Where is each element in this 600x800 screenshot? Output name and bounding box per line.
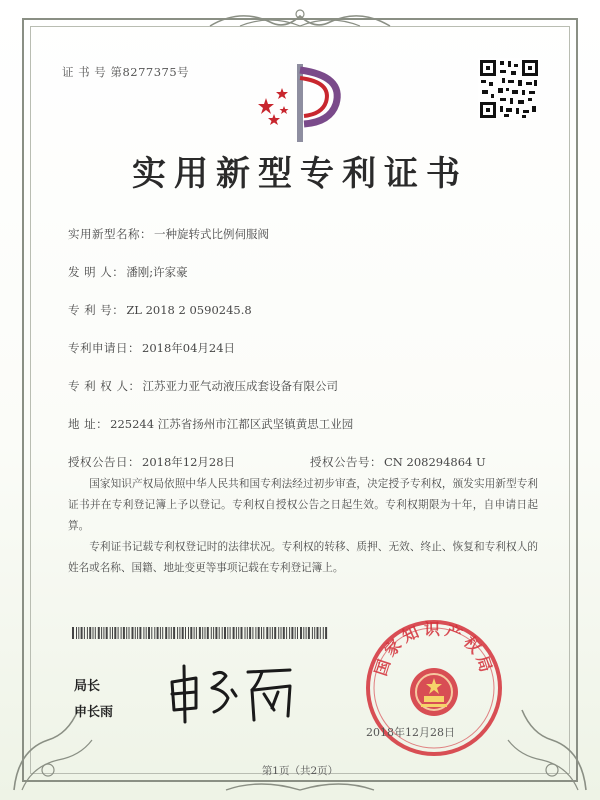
barcode-bar bbox=[173, 627, 175, 639]
barcode-bar bbox=[303, 627, 304, 639]
barcode-bar bbox=[132, 627, 134, 639]
barcode-bar bbox=[123, 627, 125, 639]
barcode-bar bbox=[182, 627, 184, 639]
field-inventors bbox=[68, 264, 188, 280]
barcode-bar bbox=[289, 627, 290, 639]
barcode-bar bbox=[103, 627, 104, 639]
barcode-bar bbox=[179, 627, 180, 639]
barcode-bar bbox=[291, 627, 293, 639]
field-value: 一种旋转式比例伺服阀 bbox=[154, 227, 269, 241]
field-value: 2018年12月28日 bbox=[142, 455, 236, 469]
barcode-bar bbox=[151, 627, 152, 639]
barcode-bar bbox=[274, 627, 276, 639]
barcode-bar bbox=[314, 627, 315, 639]
bottom-center-ornament bbox=[220, 776, 380, 798]
barcode-bar bbox=[110, 627, 111, 639]
barcode-bar bbox=[160, 627, 161, 639]
barcode-bar bbox=[297, 627, 298, 639]
barcode-bar bbox=[81, 627, 83, 639]
top-ornament bbox=[200, 4, 400, 34]
barcode-bar bbox=[270, 627, 271, 639]
field-label: 授权公告日： bbox=[68, 455, 140, 469]
barcode-bar bbox=[236, 627, 237, 639]
field-grant-announcement-number bbox=[310, 454, 486, 470]
barcode-bar bbox=[211, 627, 212, 639]
barcode-bar bbox=[222, 627, 223, 639]
barcode-bar bbox=[252, 627, 253, 639]
barcode-bar bbox=[143, 627, 144, 639]
barcode-bar bbox=[139, 627, 141, 639]
barcode-bar bbox=[230, 627, 231, 639]
barcode-bar bbox=[238, 627, 239, 639]
barcode-bar bbox=[300, 627, 302, 639]
barcode-bar bbox=[72, 627, 74, 639]
barcode-bar bbox=[148, 627, 150, 639]
barcode-bar bbox=[241, 627, 243, 639]
barcode-bar bbox=[137, 627, 138, 639]
barcode-bar bbox=[278, 627, 279, 639]
barcode-bar bbox=[114, 627, 116, 639]
field-value: 225244 江苏省扬州市江都区武坚镇黄思工业园 bbox=[110, 417, 354, 431]
barcode-bar bbox=[213, 627, 214, 639]
barcode-bar bbox=[185, 627, 186, 639]
bottom-right-ornament bbox=[502, 700, 592, 796]
certificate-number: 证 书 号 第8277375号 bbox=[62, 65, 190, 79]
field-value: 潘刚;许家豪 bbox=[126, 265, 188, 279]
field-filing-date bbox=[68, 340, 235, 356]
barcode-bar bbox=[320, 627, 321, 639]
barcode-bar bbox=[121, 627, 122, 639]
barcode-bar bbox=[84, 627, 85, 639]
barcode-bar bbox=[165, 627, 167, 639]
barcode-bar bbox=[233, 627, 235, 639]
field-label: 专利申请日： bbox=[68, 341, 140, 355]
director-signature-icon bbox=[166, 660, 304, 726]
field-utility-model-name bbox=[68, 226, 269, 242]
barcode-bar bbox=[146, 627, 147, 639]
barcode-bar bbox=[169, 627, 170, 639]
body-paragraph-2: 专利证书记载专利权登记时的法律状况。专利权的转移、质押、无效、终止、恢复和专利权人的姓名或名称、国籍、地址变更等事项记载在专利登记簿上。 bbox=[68, 541, 538, 574]
barcode-bar bbox=[266, 627, 268, 639]
barcode-bar bbox=[263, 627, 264, 639]
body-paragraph-1: 国家知识产权局依照中华人民共和国专利法经过初步审查，决定授予专利权，颁发实用新型专利证书并在专利登记簿上予以登记。专利权自授权公告之日起生效。专利权期限为十年，自申请日起算。 bbox=[68, 478, 538, 532]
field-label: 实用新型名称： bbox=[68, 227, 152, 241]
barcode-bar bbox=[247, 627, 248, 639]
barcode-bar bbox=[129, 627, 130, 639]
barcode-bar bbox=[308, 627, 310, 639]
barcode-bar bbox=[112, 627, 113, 639]
barcode-bar bbox=[325, 627, 327, 639]
barcode-bar bbox=[312, 627, 313, 639]
barcode-bar bbox=[227, 627, 228, 639]
barcode-bar bbox=[286, 627, 287, 639]
barcode-bar bbox=[261, 627, 262, 639]
barcode-bar bbox=[215, 627, 217, 639]
field-value: 2018年04月24日 bbox=[142, 341, 236, 355]
patent-office-logo-icon bbox=[252, 58, 348, 154]
director-name: 申长雨 bbox=[74, 705, 114, 720]
barcode-icon bbox=[72, 627, 330, 639]
barcode-bar bbox=[196, 627, 197, 639]
barcode-bar bbox=[126, 627, 127, 639]
barcode-bar bbox=[154, 627, 155, 639]
barcode-bar bbox=[95, 627, 96, 639]
director-title: 局长 bbox=[74, 679, 101, 694]
barcode-bar bbox=[171, 627, 172, 639]
barcode-bar bbox=[272, 627, 273, 639]
seal-text: 国家知识产权局 bbox=[371, 619, 497, 679]
barcode-bar bbox=[258, 627, 260, 639]
barcode-bar bbox=[295, 627, 296, 639]
field-patent-number bbox=[68, 302, 252, 318]
barcode-bar bbox=[205, 627, 206, 639]
certificate-body-text bbox=[68, 474, 538, 579]
seal-date: 2018年12月28日 bbox=[366, 726, 455, 739]
field-address bbox=[68, 416, 353, 432]
barcode-bar bbox=[135, 627, 136, 639]
barcode-bar bbox=[78, 627, 79, 639]
field-label: 专 利 权 人： bbox=[68, 379, 141, 393]
barcode-bar bbox=[219, 627, 220, 639]
page-number: 第1页（共2页） bbox=[261, 765, 339, 777]
field-label: 授权公告号： bbox=[310, 455, 382, 469]
barcode-bar bbox=[207, 627, 209, 639]
certificate-title: 实用新型专利证书 bbox=[132, 154, 468, 194]
barcode-bar bbox=[87, 627, 88, 639]
barcode-bar bbox=[98, 627, 100, 639]
barcode-bar bbox=[283, 627, 285, 639]
barcode-bar bbox=[118, 627, 119, 639]
barcode-bar bbox=[281, 627, 282, 639]
field-value: CN 208294864 U bbox=[384, 455, 486, 469]
barcode-bar bbox=[162, 627, 163, 639]
field-value: ZL 2018 2 0590245.8 bbox=[126, 303, 252, 317]
barcode-bar bbox=[190, 627, 192, 639]
barcode-bar bbox=[306, 627, 307, 639]
field-patentee bbox=[68, 378, 338, 394]
barcode-bar bbox=[245, 627, 246, 639]
barcode-bar bbox=[323, 627, 324, 639]
barcode-bar bbox=[249, 627, 251, 639]
barcode-bar bbox=[177, 627, 178, 639]
barcode-bar bbox=[188, 627, 189, 639]
field-label: 地 址： bbox=[68, 417, 109, 431]
field-value: 江苏亚力亚气动液压成套设备有限公司 bbox=[142, 379, 338, 393]
barcode-bar bbox=[194, 627, 195, 639]
barcode-bar bbox=[89, 627, 91, 639]
barcode-bar bbox=[199, 627, 201, 639]
field-label: 发 明 人： bbox=[68, 265, 125, 279]
field-label: 专 利 号： bbox=[68, 303, 125, 317]
barcode-bar bbox=[101, 627, 102, 639]
field-grant-announcement-date bbox=[68, 454, 235, 470]
barcode-bar bbox=[93, 627, 94, 639]
qr-code-icon bbox=[478, 58, 540, 120]
barcode-bar bbox=[76, 627, 77, 639]
barcode-bar bbox=[106, 627, 108, 639]
barcode-bar bbox=[202, 627, 203, 639]
barcode-bar bbox=[255, 627, 256, 639]
barcode-bar bbox=[157, 627, 159, 639]
barcode-bar bbox=[317, 627, 319, 639]
barcode-bar bbox=[224, 627, 226, 639]
